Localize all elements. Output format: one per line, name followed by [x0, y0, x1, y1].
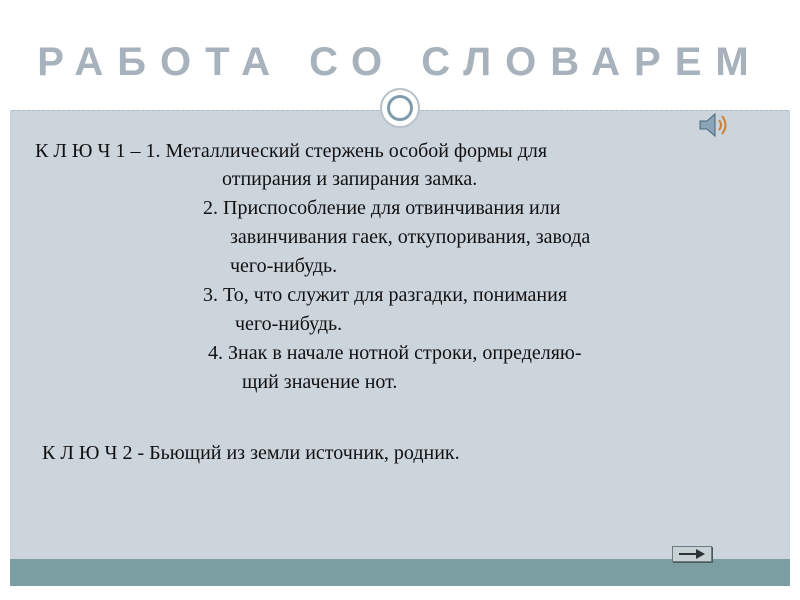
- ring-icon: [380, 88, 420, 128]
- key1-line-1: К Л Ю Ч 1 – 1. Металлический стержень особой формы для: [35, 140, 548, 162]
- key1-line-6: 3. То, что служит для разгадки, понимания: [203, 284, 568, 306]
- key1-line-4: завинчивания гаек, откупоривания, завода: [230, 226, 591, 248]
- speaker-icon[interactable]: [698, 110, 732, 140]
- key1-line-2: отпирания и запирания замка.: [222, 168, 478, 190]
- next-button[interactable]: [672, 546, 712, 562]
- key1-line-5: чего-нибудь.: [230, 255, 338, 277]
- page-title: РАБОТА СО СЛОВАРЕМ: [37, 40, 763, 84]
- key1-line-3: 2. Приспособление для отвинчивания или: [203, 197, 561, 219]
- footer-bar: [10, 559, 790, 586]
- key1-line-7: чего-нибудь.: [235, 313, 343, 335]
- key1-line-8: 4. Знак в начале нотной строки, определяю-: [208, 342, 582, 364]
- slide: [10, 10, 790, 586]
- arrow-right-icon: [679, 549, 705, 559]
- key2-definition: К Л Ю Ч 2 - Бьющий из земли источник, родник.: [42, 442, 460, 464]
- key1-line-9: щий значение нот.: [242, 371, 398, 393]
